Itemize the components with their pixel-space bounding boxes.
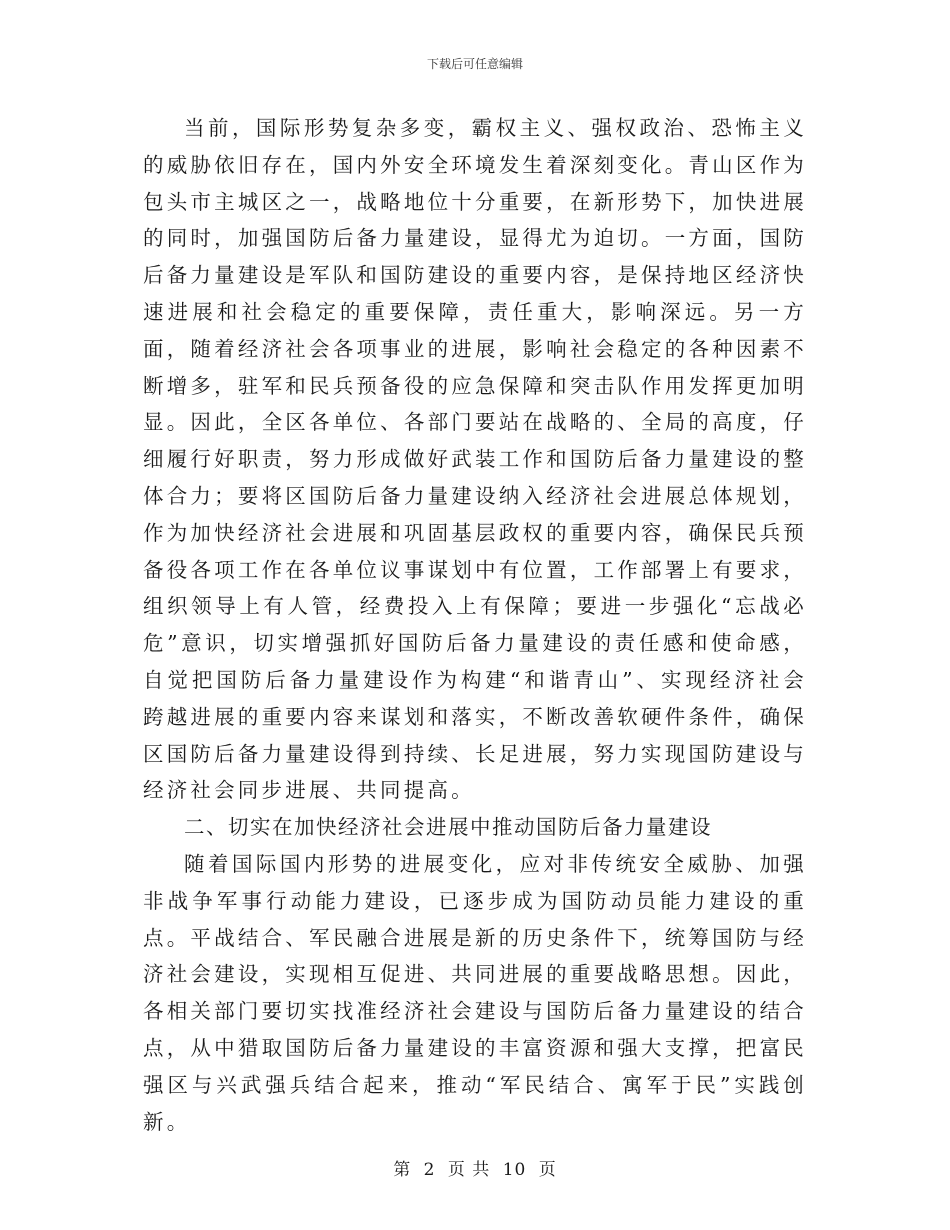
section-heading-2: 二、切实在加快经济社会进展中推动国防后备力量建设 — [184, 815, 712, 840]
footer-page-number: 2 — [423, 1160, 436, 1180]
footer-total-pages: 10 — [502, 1160, 527, 1180]
footer-middle: 页 共 — [447, 1160, 491, 1180]
footer-prefix: 第 — [393, 1160, 412, 1180]
footer-suffix: 页 — [538, 1160, 557, 1180]
paragraph-2: 随着国际国内形势的进展变化，应对非传统安全威胁、加强非战争军事行动能力建设，已逐步成为国防动员能力建设的重点。平战结合、军民融合进展是新的历史条件下，统筹国防与经济社会建设，实现相互促进、共同进展的重要战略思想。因此，各相关部门要切实找准经济社会建设与国防后备力量建设的结合点，从中猎取国防后备力量建设的丰富资源和强大支撑，把富民强区与兴武强兵结合起来，推动“军民结合、寓军于民”实践创新。 — [143, 851, 807, 1134]
document-body — [143, 110, 807, 1140]
paragraph-1: 当前，国际形势复杂多变，霸权主义、强权政治、恐怖主义的威胁依旧存在，国内外安全环境发生着深刻变化。青山区作为包头市主城区之一，战略地位十分重要，在新形势下，加快进展的同时，加强国防后备力量建设，显得尤为迫切。一方面，国防后备力量建设是军队和国防建设的重要内容，是保持地区经济快速进展和社会稳定的重要保障，责任重大，影响深远。另一方面，随着经济社会各项事业的进展，影响社会稳定的各种因素不断增多，驻军和民兵预备役的应急保障和突击队作用发挥更加明显。因此，全区各单位、各部门要站在战略的、全局的高度，仔细履行好职责，努力形成做好武装工作和国防后备力量建设的整体合力；要将区国防后备力量建设纳入经济社会进展总体规划，作为加快经济社会进展和巩固基层政权的重要内容，确保民兵预备役各项工作在各单位议事谋划中有位置，工作部署上有要求，组织领导上有人管，经费投入上有保障；要进一步强化“忘战必危”意识，切实增强抓好国防后备力量建设的责任感和使命感，自觉把国防后备力量建设作为构建“和谐青山”、实现经济社会跨越进展的重要内容来谋划和落实，不断改善软硬件条件，确保区国防后备力量建设得到持续、长足进展，努力实现国防建设与经济社会同步进展、共同提高。 — [143, 116, 807, 803]
header-note: 下载后可任意编辑 — [426, 57, 523, 71]
page-footer — [0, 1155, 950, 1180]
